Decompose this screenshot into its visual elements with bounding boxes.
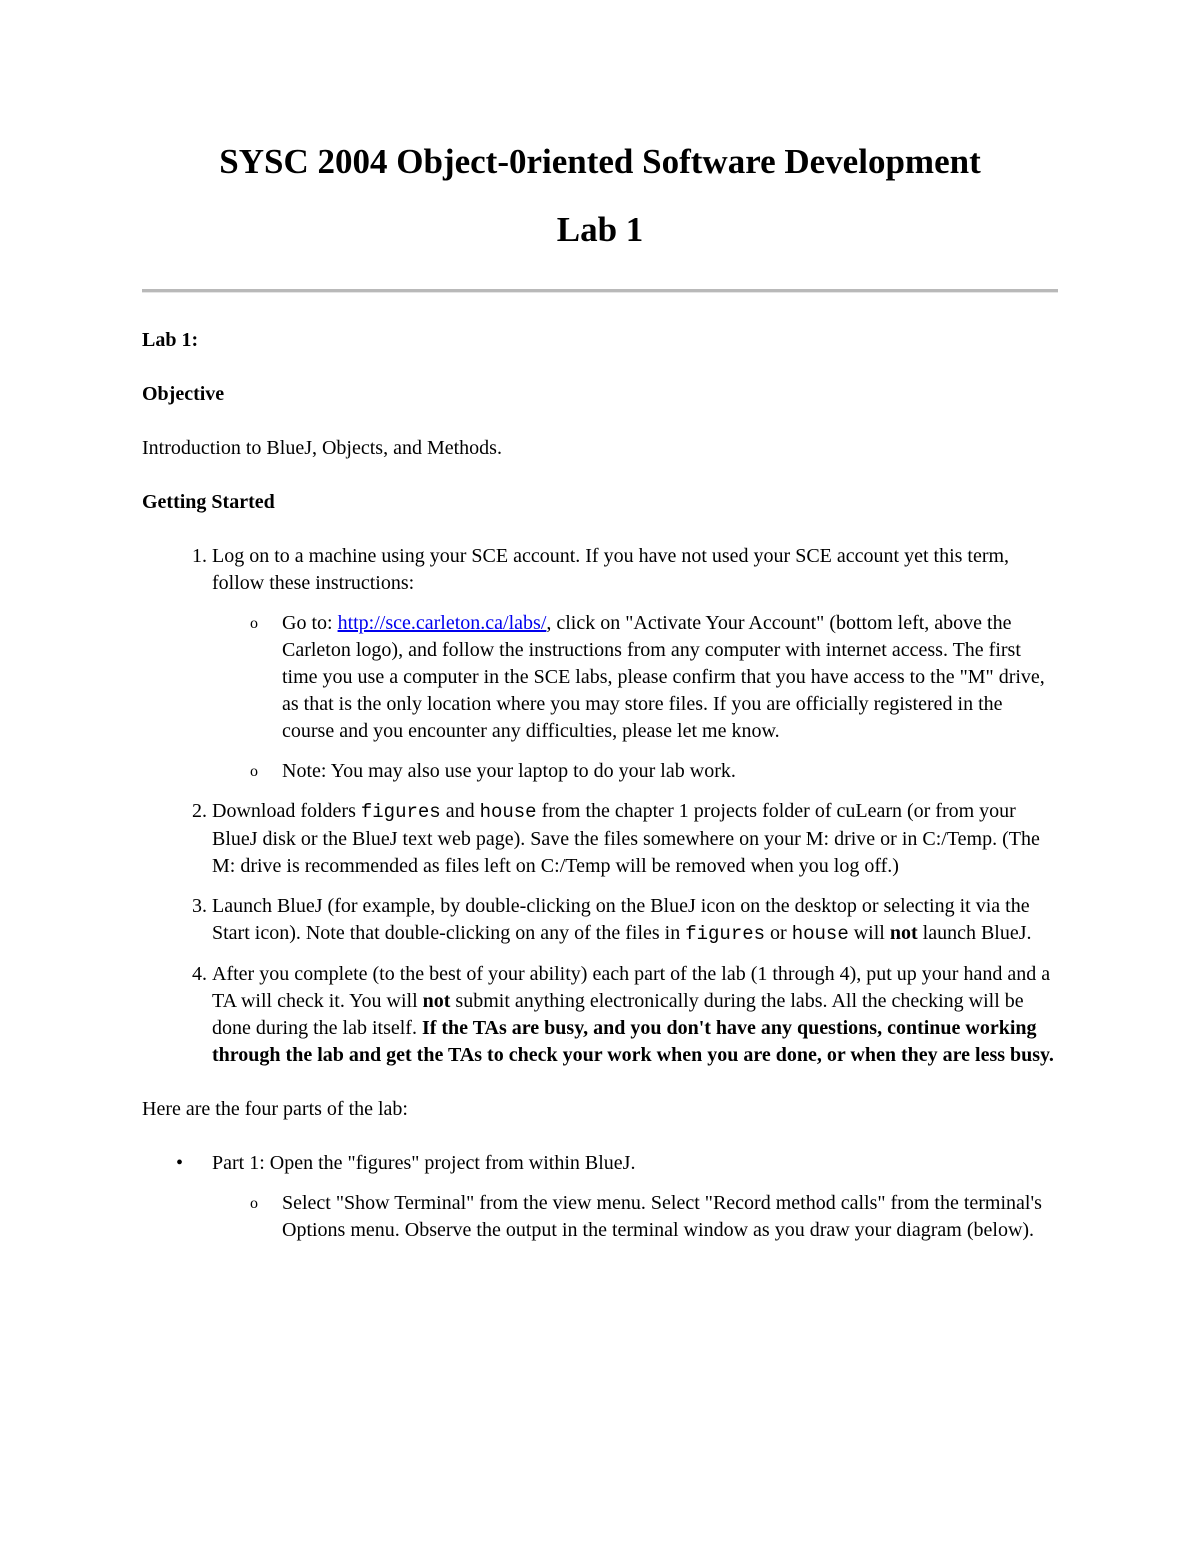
code-house: house [791,923,849,945]
document-title: SYSC 2004 Object-0riented Software Development [219,142,981,181]
sce-labs-link[interactable]: http://sce.carleton.ca/labs/ [337,612,547,634]
step-4 [212,961,1058,1069]
code-house: house [479,801,537,823]
part-1-text: Part 1: Open the "figures" project from within BlueJ. [212,1152,636,1174]
step-3-bold: not [889,922,918,944]
code-figures: figures [685,923,766,945]
part-1-sub-1 [212,1190,1058,1244]
horizontal-rule [142,289,1058,293]
step-1-text: Log on to a machine using your SCE account. If you have not used your SCE account yet this term, follow these instructions: [212,545,1010,594]
part-1-sublist [212,1190,1058,1244]
circle-bullet-icon: o [250,615,258,632]
step-1-sub-2-text: Note: You may also use your laptop to do your lab work. [282,760,736,782]
step-1-sub-1-post: , click on "Activate Your Account" (bottom left, above the Carleton logo), and follow the instructions from any computer with internet access. The first time you use a computer in the SCE labs, please confirm that you have access to the "M" drive, as that is the only location where you may store files. If you are officially registered in the course and you encounter any difficulties, please let me know. [282,612,1045,742]
step-4-bold-not: not [422,990,451,1012]
part-1 [142,1150,1058,1244]
step-2-pre: Download folders [212,800,361,822]
step-3-mid2: will [848,922,890,944]
objective-heading: Objective [142,383,225,405]
step-4-bold-note: If the TAs are busy, and you don't have any questions, continue working through the lab and get the TAs to check your work when you are done, or when they are less busy. [212,1017,1054,1066]
step-1-sublist [212,610,1058,785]
objective-text: Introduction to BlueJ, Objects, and Methods. [142,437,502,459]
step-3-mid: or [765,922,792,944]
code-figures: figures [360,801,441,823]
step-1-sub-2 [212,758,1058,785]
parts-intro: Here are the four parts of the lab: [142,1098,408,1120]
step-4-mid: submit anything electronically during the labs. All the checking will be done during the lab itself. [212,990,1024,1039]
part-1-sub-1-text: Select "Show Terminal" from the view menu. Select "Record method calls" from the terminal's Options menu. Observe the output in the terminal window as you draw your diagram (below). [282,1192,1042,1241]
getting-started-heading: Getting Started [142,491,275,513]
step-1-sub-1-pre: Go to: [282,612,338,634]
step-4-pre: After you complete (to the best of your ability) each part of the lab (1 through 4), put up your hand and a TA will check it. You will [212,963,1051,1012]
step-3 [212,893,1058,948]
step-2 [212,798,1058,880]
lab-heading: Lab 1: [142,329,199,351]
step-1 [212,543,1058,785]
disc-bullet-icon: • [176,1152,184,1174]
step-2-mid: and [440,800,480,822]
step-2-post: from the chapter 1 projects folder of cuLearn (or from your BlueJ disk or the BlueJ text web page). Save the files somewhere on your M: drive or in C:/Temp. (The M: drive is recommended as files left on C:/Temp will be removed when you log off.) [212,800,1040,877]
document-subtitle: Lab 1 [556,210,644,249]
step-3-post: launch BlueJ. [917,922,1032,944]
lab-parts-list [142,1150,1058,1244]
getting-started-steps [142,543,1058,1069]
circle-bullet-icon: o [250,763,258,780]
step-3-pre: Launch BlueJ (for example, by double-clicking on the BlueJ icon on the desktop or selecting it via the Start icon). Note that double-clicking on any of the files in [212,895,1030,944]
circle-bullet-icon: o [250,1195,258,1212]
step-1-sub-1 [212,610,1058,745]
